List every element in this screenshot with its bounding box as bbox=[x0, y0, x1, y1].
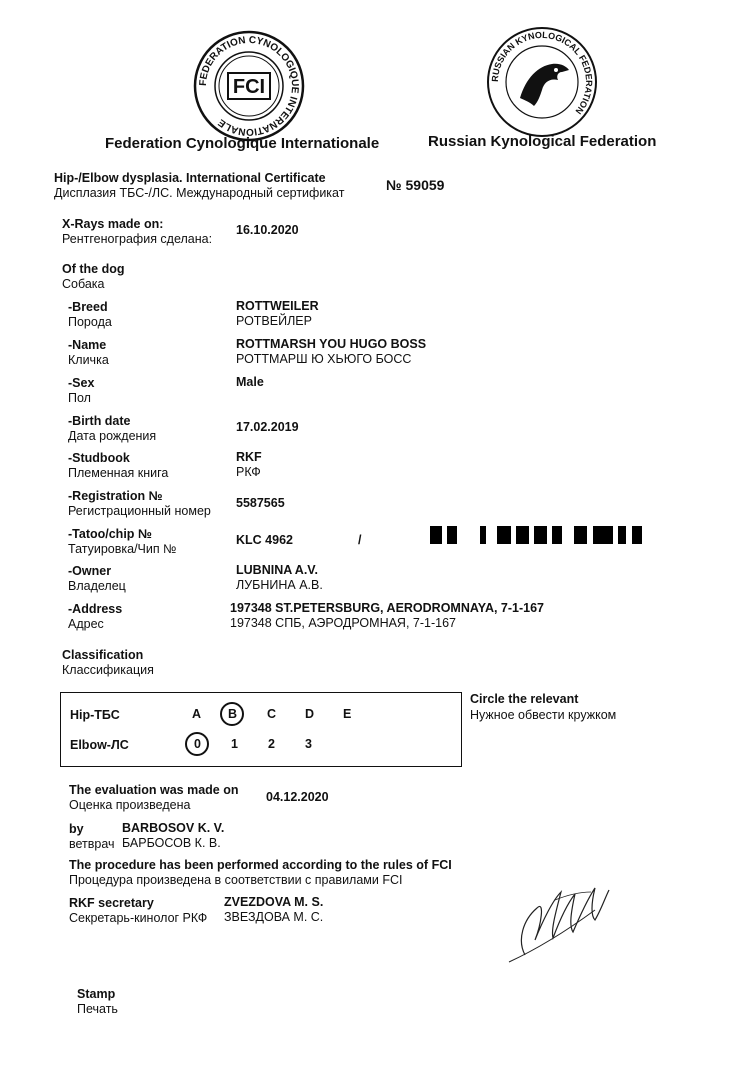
owner-value-ru: ЛУБНИНА А.В. bbox=[236, 578, 323, 592]
hip-grade-c: C bbox=[267, 707, 277, 721]
breed-label-en: -Breed bbox=[68, 300, 108, 314]
classification-heading-ru: Классификация bbox=[62, 663, 154, 677]
address-label-en: -Address bbox=[68, 602, 123, 616]
address-value-en: 197348 ST.PETERSBURG, AERODROMNAYA, 7-1-167 bbox=[230, 601, 545, 615]
owner-value-en: LUBNINA A.V. bbox=[236, 563, 318, 577]
classification-heading-en: Classification bbox=[62, 648, 144, 662]
elbow-grade-1: 1 bbox=[231, 737, 238, 751]
hip-grade-e: E bbox=[343, 707, 352, 721]
signature bbox=[495, 870, 625, 965]
by-label-ru: ветврач bbox=[69, 837, 115, 851]
stamp-label-en: Stamp bbox=[77, 987, 116, 1001]
hip-grade-a: A bbox=[192, 707, 202, 721]
birth-value: 17.02.2019 bbox=[236, 420, 299, 434]
evaluation-label-ru: Оценка произведена bbox=[69, 798, 191, 812]
vet-name-en: BARBOSOV K. V. bbox=[122, 821, 225, 835]
tattoo-value: KLC 4962 bbox=[236, 533, 293, 547]
svg-text:FEDERATION CYNOLOGIQUE INTERNA: FEDERATION CYNOLOGIQUE INTERNATIONALE bbox=[197, 34, 301, 138]
sex-value: Male bbox=[236, 375, 264, 389]
by-label-en: by bbox=[69, 822, 84, 836]
sex-label-ru: Пол bbox=[68, 391, 91, 405]
fci-org-name: Federation Cynologique Internationale bbox=[105, 135, 380, 152]
tattoo-label-ru: Татуировка/Чип № bbox=[68, 542, 177, 556]
registration-value: 5587565 bbox=[236, 496, 285, 510]
secretary-label-ru: Секретарь-кинолог РКФ bbox=[69, 911, 208, 925]
vet-name-ru: БАРБОСОВ К. В. bbox=[122, 836, 221, 850]
certificate-title-en: Hip-/Elbow dysplasia. International Certificate bbox=[54, 171, 326, 185]
dog-heading-en: Of the dog bbox=[62, 262, 125, 276]
xray-label-ru: Рентгенография сделана: bbox=[62, 232, 213, 246]
breed-label-ru: Порода bbox=[68, 315, 112, 329]
studbook-value-en: RKF bbox=[236, 450, 262, 464]
studbook-label-ru: Племенная книга bbox=[68, 466, 169, 480]
circle-note-en: Circle the relevant bbox=[470, 692, 579, 706]
rkf-org-name: Russian Kynological Federation bbox=[428, 133, 657, 150]
studbook-value-ru: РКФ bbox=[236, 465, 261, 479]
birth-label-ru: Дата рождения bbox=[68, 429, 157, 443]
birth-label-en: -Birth date bbox=[68, 414, 131, 428]
secretary-name-ru: ЗВЕЗДОВА М. С. bbox=[224, 910, 324, 924]
rkf-logo bbox=[486, 26, 598, 138]
fci-logo-text: FCI bbox=[232, 76, 266, 98]
evaluation-label-en: The evaluation was made on bbox=[69, 783, 239, 797]
name-value-ru: РОТТМАРШ Ю ХЬЮГО БОСС bbox=[236, 352, 412, 366]
elbow-label: Elbow-ЛС bbox=[70, 738, 129, 752]
hip-label: Hip-ТБС bbox=[70, 708, 120, 722]
registration-label-en: -Registration № bbox=[68, 489, 163, 503]
hip-grade-d: D bbox=[305, 707, 315, 721]
name-label-en: -Name bbox=[68, 338, 107, 352]
registration-label-ru: Регистрационный номер bbox=[68, 504, 211, 518]
studbook-label-en: -Studbook bbox=[68, 451, 130, 465]
address-label-ru: Адрес bbox=[68, 617, 104, 631]
breed-value-en: ROTTWEILER bbox=[236, 299, 319, 313]
certificate-title-ru: Дисплазия ТБС-/ЛС. Международный сертификат bbox=[54, 186, 345, 200]
xray-date: 16.10.2020 bbox=[236, 223, 299, 237]
elbow-grade-2: 2 bbox=[268, 737, 275, 751]
stamp-label-ru: Печать bbox=[77, 1002, 118, 1016]
sex-label-en: -Sex bbox=[68, 376, 95, 390]
dog-heading-ru: Собака bbox=[62, 277, 105, 291]
procedure-text-ru: Процедура произведена в соответствии с правилами FCI bbox=[69, 873, 403, 887]
tattoo-separator: / bbox=[358, 533, 362, 547]
svg-text:RUSSIAN KYNOLOGICAL FEDERATION: RUSSIAN KYNOLOGICAL FEDERATION bbox=[489, 29, 595, 117]
elbow-grade-3: 3 bbox=[305, 737, 312, 751]
owner-label-ru: Владелец bbox=[68, 579, 126, 593]
breed-value-ru: РОТВЕЙЛЕР bbox=[236, 314, 312, 328]
evaluation-date: 04.12.2020 bbox=[266, 790, 329, 804]
owner-label-en: -Owner bbox=[68, 564, 112, 578]
secretary-name-en: ZVEZDOVA M. S. bbox=[224, 895, 324, 909]
name-label-ru: Кличка bbox=[68, 353, 109, 367]
xray-label-en: X-Rays made on: bbox=[62, 217, 164, 231]
address-value-ru: 197348 СПБ, АЭРОДРОМНАЯ, 7-1-167 bbox=[230, 616, 456, 630]
elbow-grade-0: 0 bbox=[194, 737, 201, 751]
tattoo-label-en: -Tatoo/chip № bbox=[68, 527, 152, 541]
fci-logo bbox=[193, 30, 305, 142]
secretary-label-en: RKF secretary bbox=[69, 896, 154, 910]
name-value-en: ROTTMARSH YOU HUGO BOSS bbox=[236, 337, 427, 351]
certificate-number: № 59059 bbox=[386, 177, 445, 193]
procedure-text-en: The procedure has been performed according to the rules of FCI bbox=[69, 858, 452, 872]
hip-grade-b: B bbox=[228, 707, 238, 721]
classification-box bbox=[60, 692, 462, 767]
circle-note-ru: Нужное обвести кружком bbox=[470, 708, 617, 722]
